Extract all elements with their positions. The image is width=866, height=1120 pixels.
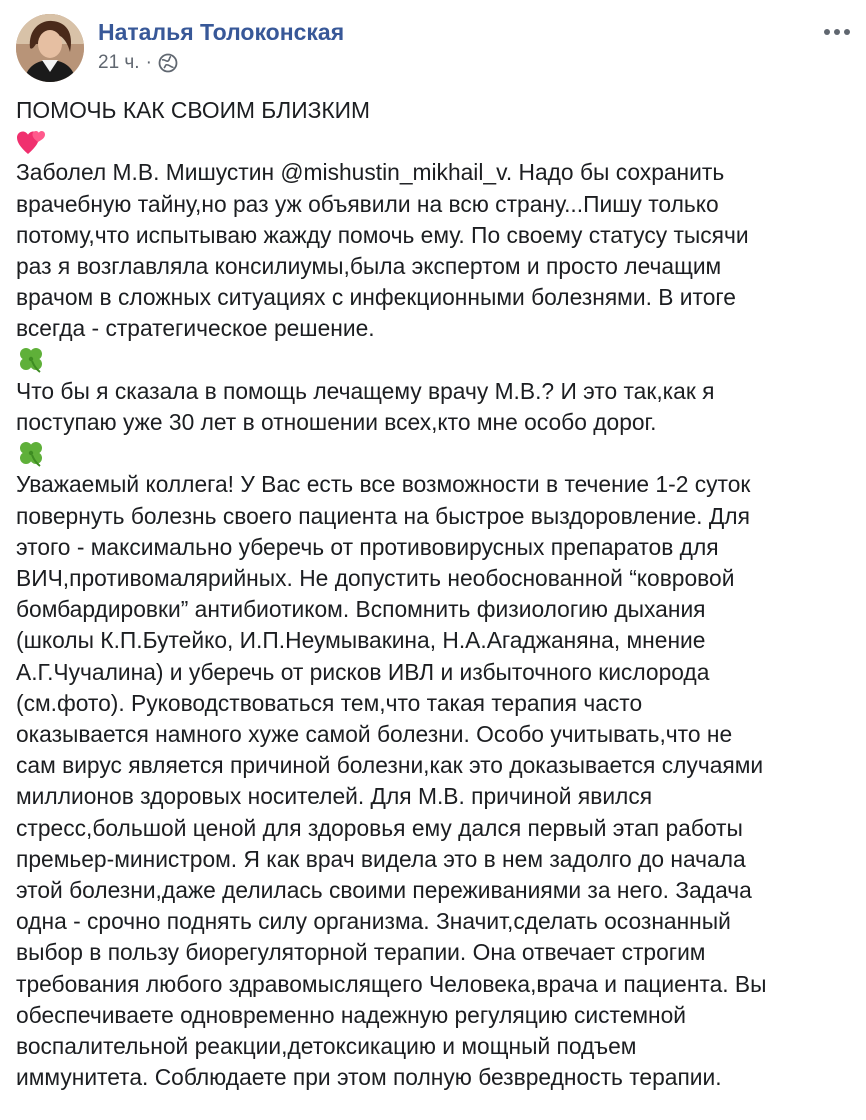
globe-icon[interactable] xyxy=(158,53,178,73)
text-line: бомбардировки” антибиотиком. Вспомнить физиологию дыхания xyxy=(16,596,706,623)
paragraph-2 xyxy=(16,376,858,438)
text-line: миллионов здоровых носителей. Для М.В. причиной явился xyxy=(16,783,653,810)
text-line: (школы К.П.Бутейко, И.П.Неумывакина, Н.А.Агаджаняна, мнение xyxy=(16,627,706,654)
text-line: врачебную тайну,но раз уж объявили на всю страну...Пишу только xyxy=(16,190,719,217)
text-line: потому,что испытываю жажду помочь ему. По своему статусу тысячи xyxy=(16,221,749,248)
text-line: ВИЧ,противомалярийных. Не допустить необоснованной “ковровой xyxy=(16,565,735,591)
text-line: повернуть болезнь своего пациента на быстрое выздоровление. Для xyxy=(16,502,750,529)
more-dots-icon[interactable] xyxy=(822,22,852,42)
paragraph-1 xyxy=(16,157,858,344)
four-leaf-clover-icon xyxy=(16,345,858,376)
text-line: иммунитета. Соблюдаете при этом полную безвредность терапии. xyxy=(16,1064,722,1091)
text-line: Заболел М.В. Мишустин @mishustin_mikhail_v. Надо бы сохранить xyxy=(16,159,725,186)
text-line: раз я возглавляла консилиумы,была экспертом и просто лечащим xyxy=(16,253,722,279)
text-line: требования любого здравомыслящего Человека,врача и пациента. Вы xyxy=(16,970,767,997)
text-line: А.Г.Чучалина) и уберечь от рисков ИВЛ и избыточного кислорода xyxy=(16,658,710,685)
text-line: всегда - стратегическое решение. xyxy=(16,315,375,342)
text-line: этого - максимально уберечь от противовирусных препаратов для xyxy=(16,533,719,560)
paragraph-3 xyxy=(16,469,858,1093)
author-name[interactable]: Наталья Толоконская xyxy=(98,19,345,45)
text-line: (см.фото). Руководствоваться тем,что такая терапия часто xyxy=(16,689,643,716)
text-line: стресс,большой ценой для здоровья ему дался первый этап работы xyxy=(16,814,743,841)
avatar[interactable] xyxy=(16,14,84,82)
text-line: выбор в пользу биорегуляторной терапии. Она отвечает строгим xyxy=(16,939,706,966)
text-line: одна - срочно поднять силу организма. Значит,сделать осознанный xyxy=(16,908,731,935)
post-meta xyxy=(98,52,178,74)
text-line: обеспечиваете одновременно надежную регуляцию системной xyxy=(16,1001,687,1028)
text-line: врачом в сложных ситуациях с инфекционными болезнями. В итоге xyxy=(16,284,736,311)
text-line: Что бы я сказала в помощь лечащему врачу М.В.? И это так,как я xyxy=(16,377,715,404)
text-line: этой болезни,даже делилась своими переживаниями за него. Задача xyxy=(16,877,752,904)
two-hearts-icon xyxy=(16,126,858,157)
post-header xyxy=(16,14,852,84)
post-heading: ПОМОЧЬ КАК СВОИМ БЛИЗКИМ xyxy=(16,97,371,123)
text-line: премьер-министром. Я как врач видела это в нем задолго до начала xyxy=(16,845,746,872)
text-line: оказывается намного хуже самой болезни. Особо учитывать,что не xyxy=(16,721,733,748)
text-line: поступаю уже 30 лет в отношении всех,кто мне особо дорог. xyxy=(16,409,657,435)
text-line: воспалительной реакции,детоксикацию и мощный подъем xyxy=(16,1033,637,1060)
post-timestamp[interactable]: 21 ч. xyxy=(98,52,140,73)
text-line: сам вирус является причиной болезни,как это доказывается случаями xyxy=(16,752,764,779)
post-body xyxy=(16,95,858,1093)
four-leaf-clover-icon xyxy=(16,438,858,469)
meta-separator: · xyxy=(145,52,152,73)
text-line: Уважаемый коллега! У Вас есть все возможности в течение 1-2 суток xyxy=(16,471,751,498)
